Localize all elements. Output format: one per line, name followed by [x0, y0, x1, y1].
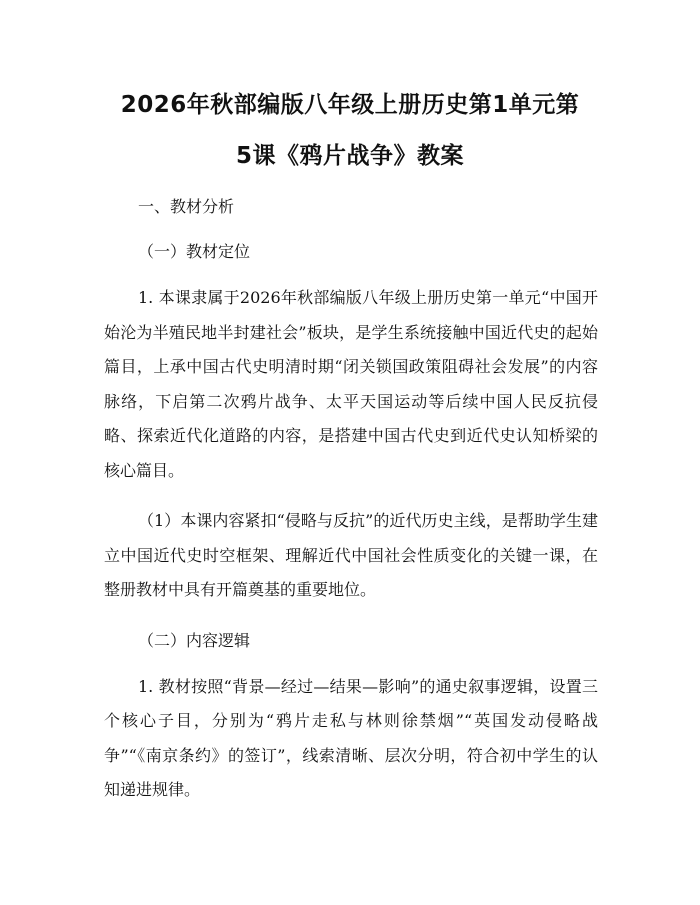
title-line-1: 2026年秋部编版八年级上册历史第1单元第	[120, 92, 580, 118]
paragraph-content-logic-1: 1. 教材按照“背景—经过—结果—影响”的通史叙事逻辑，设置三个核心子目，分别为“鸦片走私与林则徐禁烟”“英国发动侵略战争”“《南京条约》的签订”，线索清晰、层次分明，符合初中学生的认知递进规律。	[104, 676, 598, 799]
section-heading-textbook-analysis: 一、教材分析	[138, 197, 235, 216]
title-line-2: 5课《鸦片战争》教案	[235, 143, 464, 169]
paragraph-positioning-2: （1）本课内容紧扣“侵略与反抗”的近代历史主线，是帮助学生建立中国近代史时空框架、理解近代中国社会性质变化的关键一课，在整册教材中具有开篇奠基的重要地位。	[104, 511, 598, 599]
document-body	[104, 190, 598, 824]
document-title	[95, 80, 605, 182]
subsection-heading-content-logic: （二）内容逻辑	[138, 630, 251, 650]
subsection-heading-positioning: （一）教材定位	[138, 242, 251, 261]
paragraph-positioning-1: 1. 本课隶属于2026年秋部编版八年级上册历史第一单元“中国开始沦为半殖民地半封建社会”板块，是学生系统接触中国近代史的起始篇目，上承中国古代史明清时期“闭关锁国政策阻碍社会发展”的内容脉络，下启第二次鸦片战争、太平天国运动等后续中国人民反抗侵略、探索近代化道路的内容，是搭建中国古代史到近代史认知桥梁的核心篇目。	[104, 288, 598, 480]
